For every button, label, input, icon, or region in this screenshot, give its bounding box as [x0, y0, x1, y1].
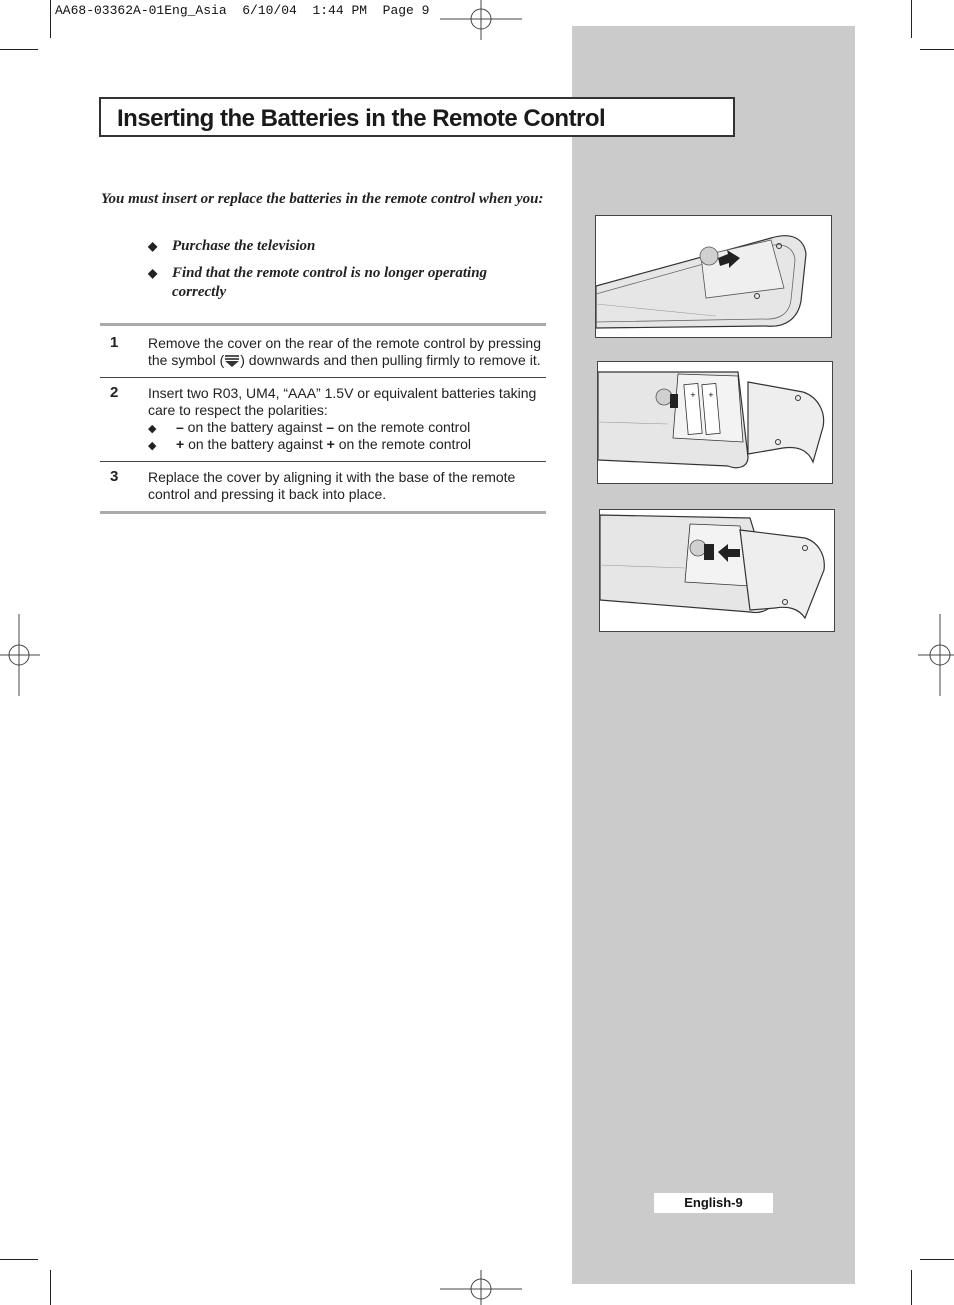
- polarity-sign: –: [326, 419, 335, 435]
- remote-figure-3: [599, 509, 835, 632]
- table-divider: [100, 377, 546, 378]
- remote-figure-2: [597, 361, 833, 484]
- slide-down-symbol-icon: [224, 354, 240, 368]
- registration-mark-left: [0, 614, 40, 696]
- table-top-rule: [100, 323, 546, 326]
- crop-mark: [911, 0, 912, 38]
- table-bottom-rule: [100, 511, 546, 514]
- step-number: 1: [110, 334, 119, 351]
- bullet-item: [148, 237, 528, 256]
- diamond-icon: ◆: [148, 423, 157, 435]
- registration-mark-top: [440, 0, 522, 40]
- crop-mark: [920, 49, 954, 50]
- svg-text:+: +: [690, 391, 696, 399]
- battery-compartment-illustration: [598, 362, 832, 483]
- page-number: English-9: [654, 1193, 773, 1213]
- diamond-icon: ◆: [148, 440, 157, 452]
- step-text-part: Remove the cover on the rear of the remote control by pressing the symbol (: [148, 335, 541, 368]
- table-divider: [100, 461, 546, 462]
- page-title: Inserting the Batteries in the Remote Control: [117, 105, 606, 132]
- polarity-text: on the remote control: [334, 419, 471, 435]
- crop-mark: [0, 49, 38, 50]
- polarity-line: [148, 436, 471, 455]
- intro-text: You must insert or replace the batteries in the remote control when you:: [101, 191, 544, 207]
- polarity-sign: –: [176, 419, 184, 435]
- step-number: 2: [110, 384, 119, 401]
- registration-mark-bottom: [440, 1270, 522, 1305]
- registration-mark-right: [918, 614, 954, 696]
- crop-mark: [0, 1259, 38, 1260]
- polarity-text: on the battery against: [184, 436, 327, 452]
- crop-mark: [920, 1259, 954, 1260]
- polarity-text: on the remote control: [334, 436, 471, 452]
- title-box: [99, 97, 735, 137]
- diamond-icon: ◆: [148, 266, 158, 280]
- step-number: 3: [110, 468, 119, 485]
- diamond-icon: ◆: [148, 239, 158, 253]
- polarity-sign: +: [176, 436, 185, 452]
- polarity-text: on the battery against: [183, 419, 327, 435]
- crop-mark: [50, 0, 51, 38]
- step-text: Replace the cover by aligning it with the base of the remote control and pressing it back into place.: [148, 469, 516, 502]
- crop-mark: [911, 1270, 912, 1305]
- replace-cover-illustration: [600, 510, 834, 631]
- step-text: [148, 335, 543, 369]
- bullet-item: [148, 264, 528, 302]
- crop-mark: [50, 1270, 51, 1305]
- print-header: AA68-03362A-01Eng_Asia 6/10/04 1:44 PM Page 9: [55, 3, 430, 18]
- remote-figure-1: [595, 215, 832, 338]
- bullet-text: Purchase the television: [172, 238, 316, 254]
- step-text: Insert two R03, UM4, “AAA” 1.5V or equivalent batteries taking care to respect the polarities:: [148, 385, 537, 418]
- remote-cover-illustration: [596, 216, 831, 337]
- step-text-part: ) downwards and then pulling firmly to remove it.: [240, 352, 541, 368]
- polarity-sign: +: [326, 436, 335, 452]
- svg-text:+: +: [708, 391, 714, 399]
- bullet-text: Find that the remote control is no longer operating correctly: [172, 265, 488, 300]
